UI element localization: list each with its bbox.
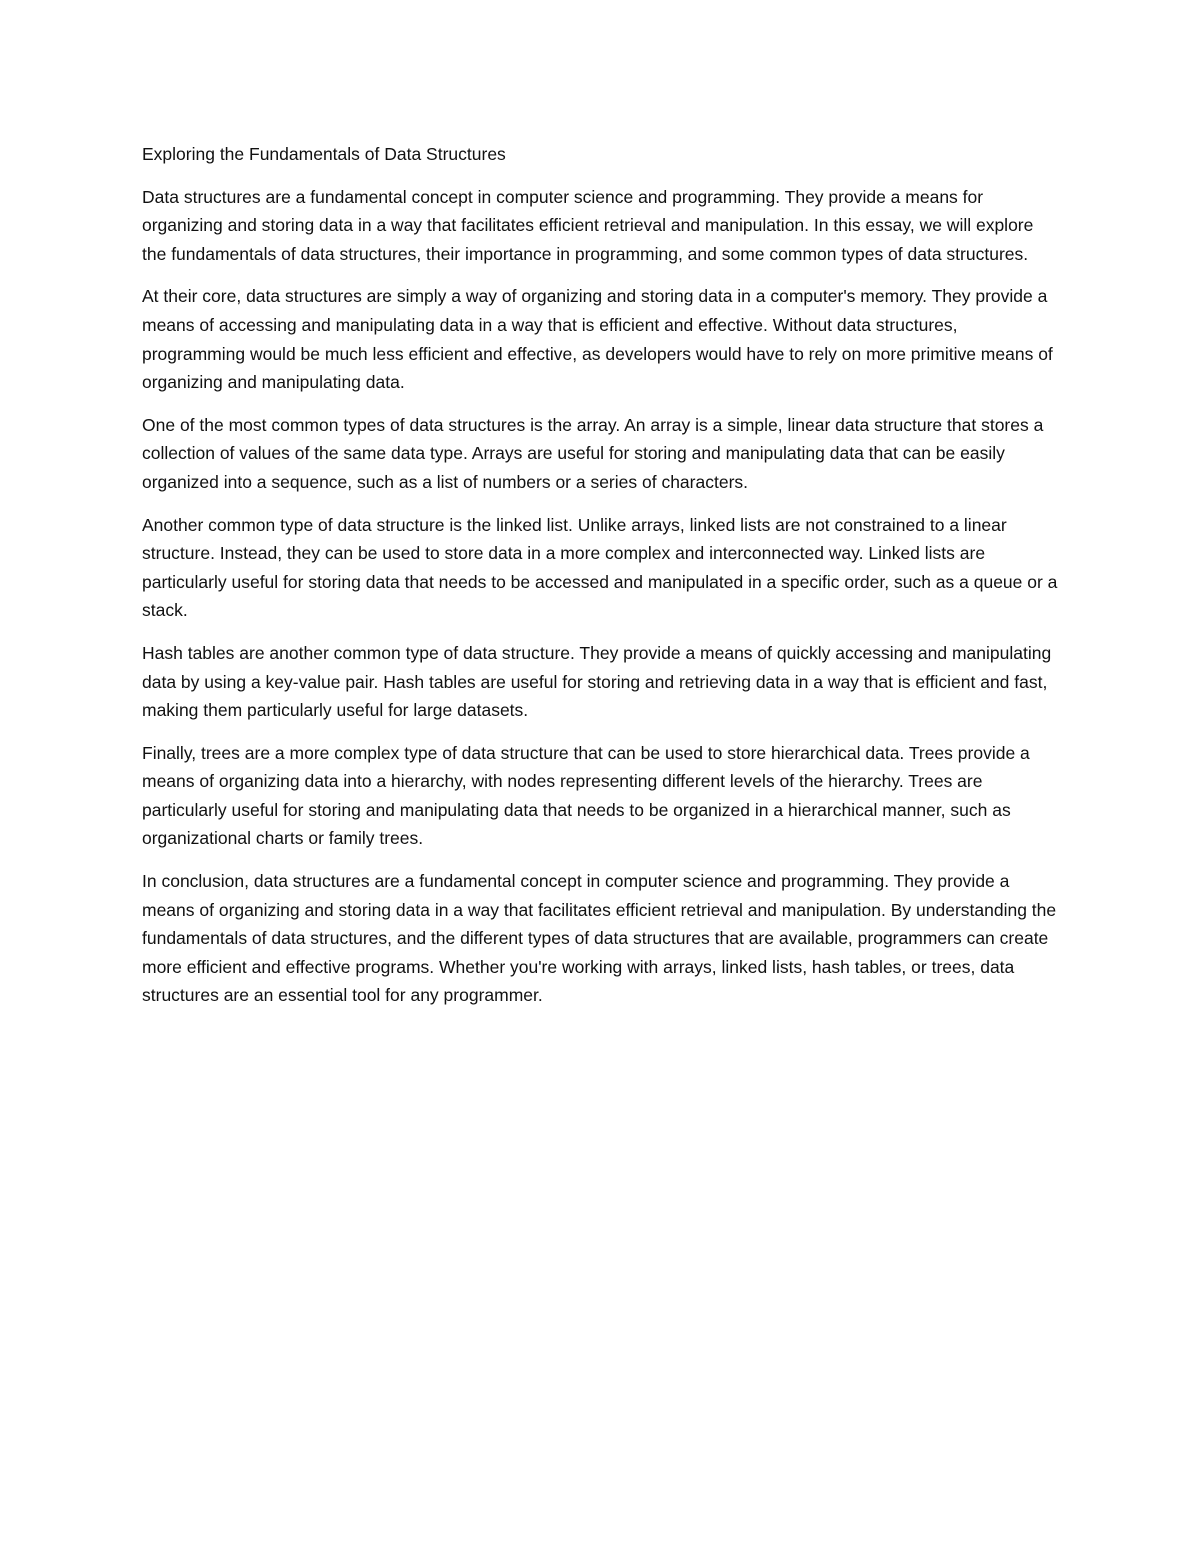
document-title: Exploring the Fundamentals of Data Structures bbox=[142, 144, 506, 164]
paragraph-conclusion: In conclusion, data structures are a fundamental concept in computer science and programming. They provide a means of organizing and storing data in a way that facilitates efficient retrieval and manipulation. By understanding the fundamentals of data structures, and the different types of data structures that are available, programmers can create more efficient and effective programs. Whether you're working with arrays, linked lists, hash tables, or trees, data structures are an essential tool for any programmer. bbox=[142, 871, 1057, 1006]
paragraph-core: At their core, data structures are simply a way of organizing and storing data in a computer's memory. They provide a means of accessing and manipulating data in a way that is efficient and effective. Without data structures, programming would be much less efficient and effective, as developers would have to rely on more primitive means of organizing and manipulating data. bbox=[142, 286, 1053, 393]
document-body bbox=[142, 140, 1062, 1024]
paragraph-introduction: Data structures are a fundamental concept in computer science and programming. They provide a means for organizing and storing data in a way that facilitates efficient retrieval and manipulation. In this essay, we will explore the fundamentals of data structures, their importance in programming, and some common types of data structures. bbox=[142, 186, 1034, 264]
paragraph-linked-lists: Another common type of data structure is the linked list. Unlike arrays, linked lists are not constrained to a linear structure. Instead, they can be used to store data in a more complex and interconnected way. Linked lists are particularly useful for storing data that needs to be accessed and manipulated in a specific order, such as a queue or a stack. bbox=[142, 514, 1058, 621]
paragraph-hash-tables: Hash tables are another common type of data structure. They provide a means of quickly accessing and manipulating data by using a key-value pair. Hash tables are useful for storing and retrieving data in a way that is efficient and fast, making them particularly useful for large datasets. bbox=[142, 642, 1052, 721]
paragraph-arrays: One of the most common types of data structures is the array. An array is a simple, linear data structure that stores a collection of values of the same data type. Arrays are useful for storing and manipulating data that can be easily organized into a sequence, such as a list of numbers or a series of characters. bbox=[142, 414, 1044, 492]
paragraph-trees: Finally, trees are a more complex type of data structure that can be used to store hierarchical data. Trees provide a means of organizing data into a hierarchy, with nodes representing different levels of the hierarchy. Trees are particularly useful for storing and manipulating data that needs to be organized in a hierarchical manner, such as organizational charts or family trees. bbox=[142, 742, 1030, 849]
